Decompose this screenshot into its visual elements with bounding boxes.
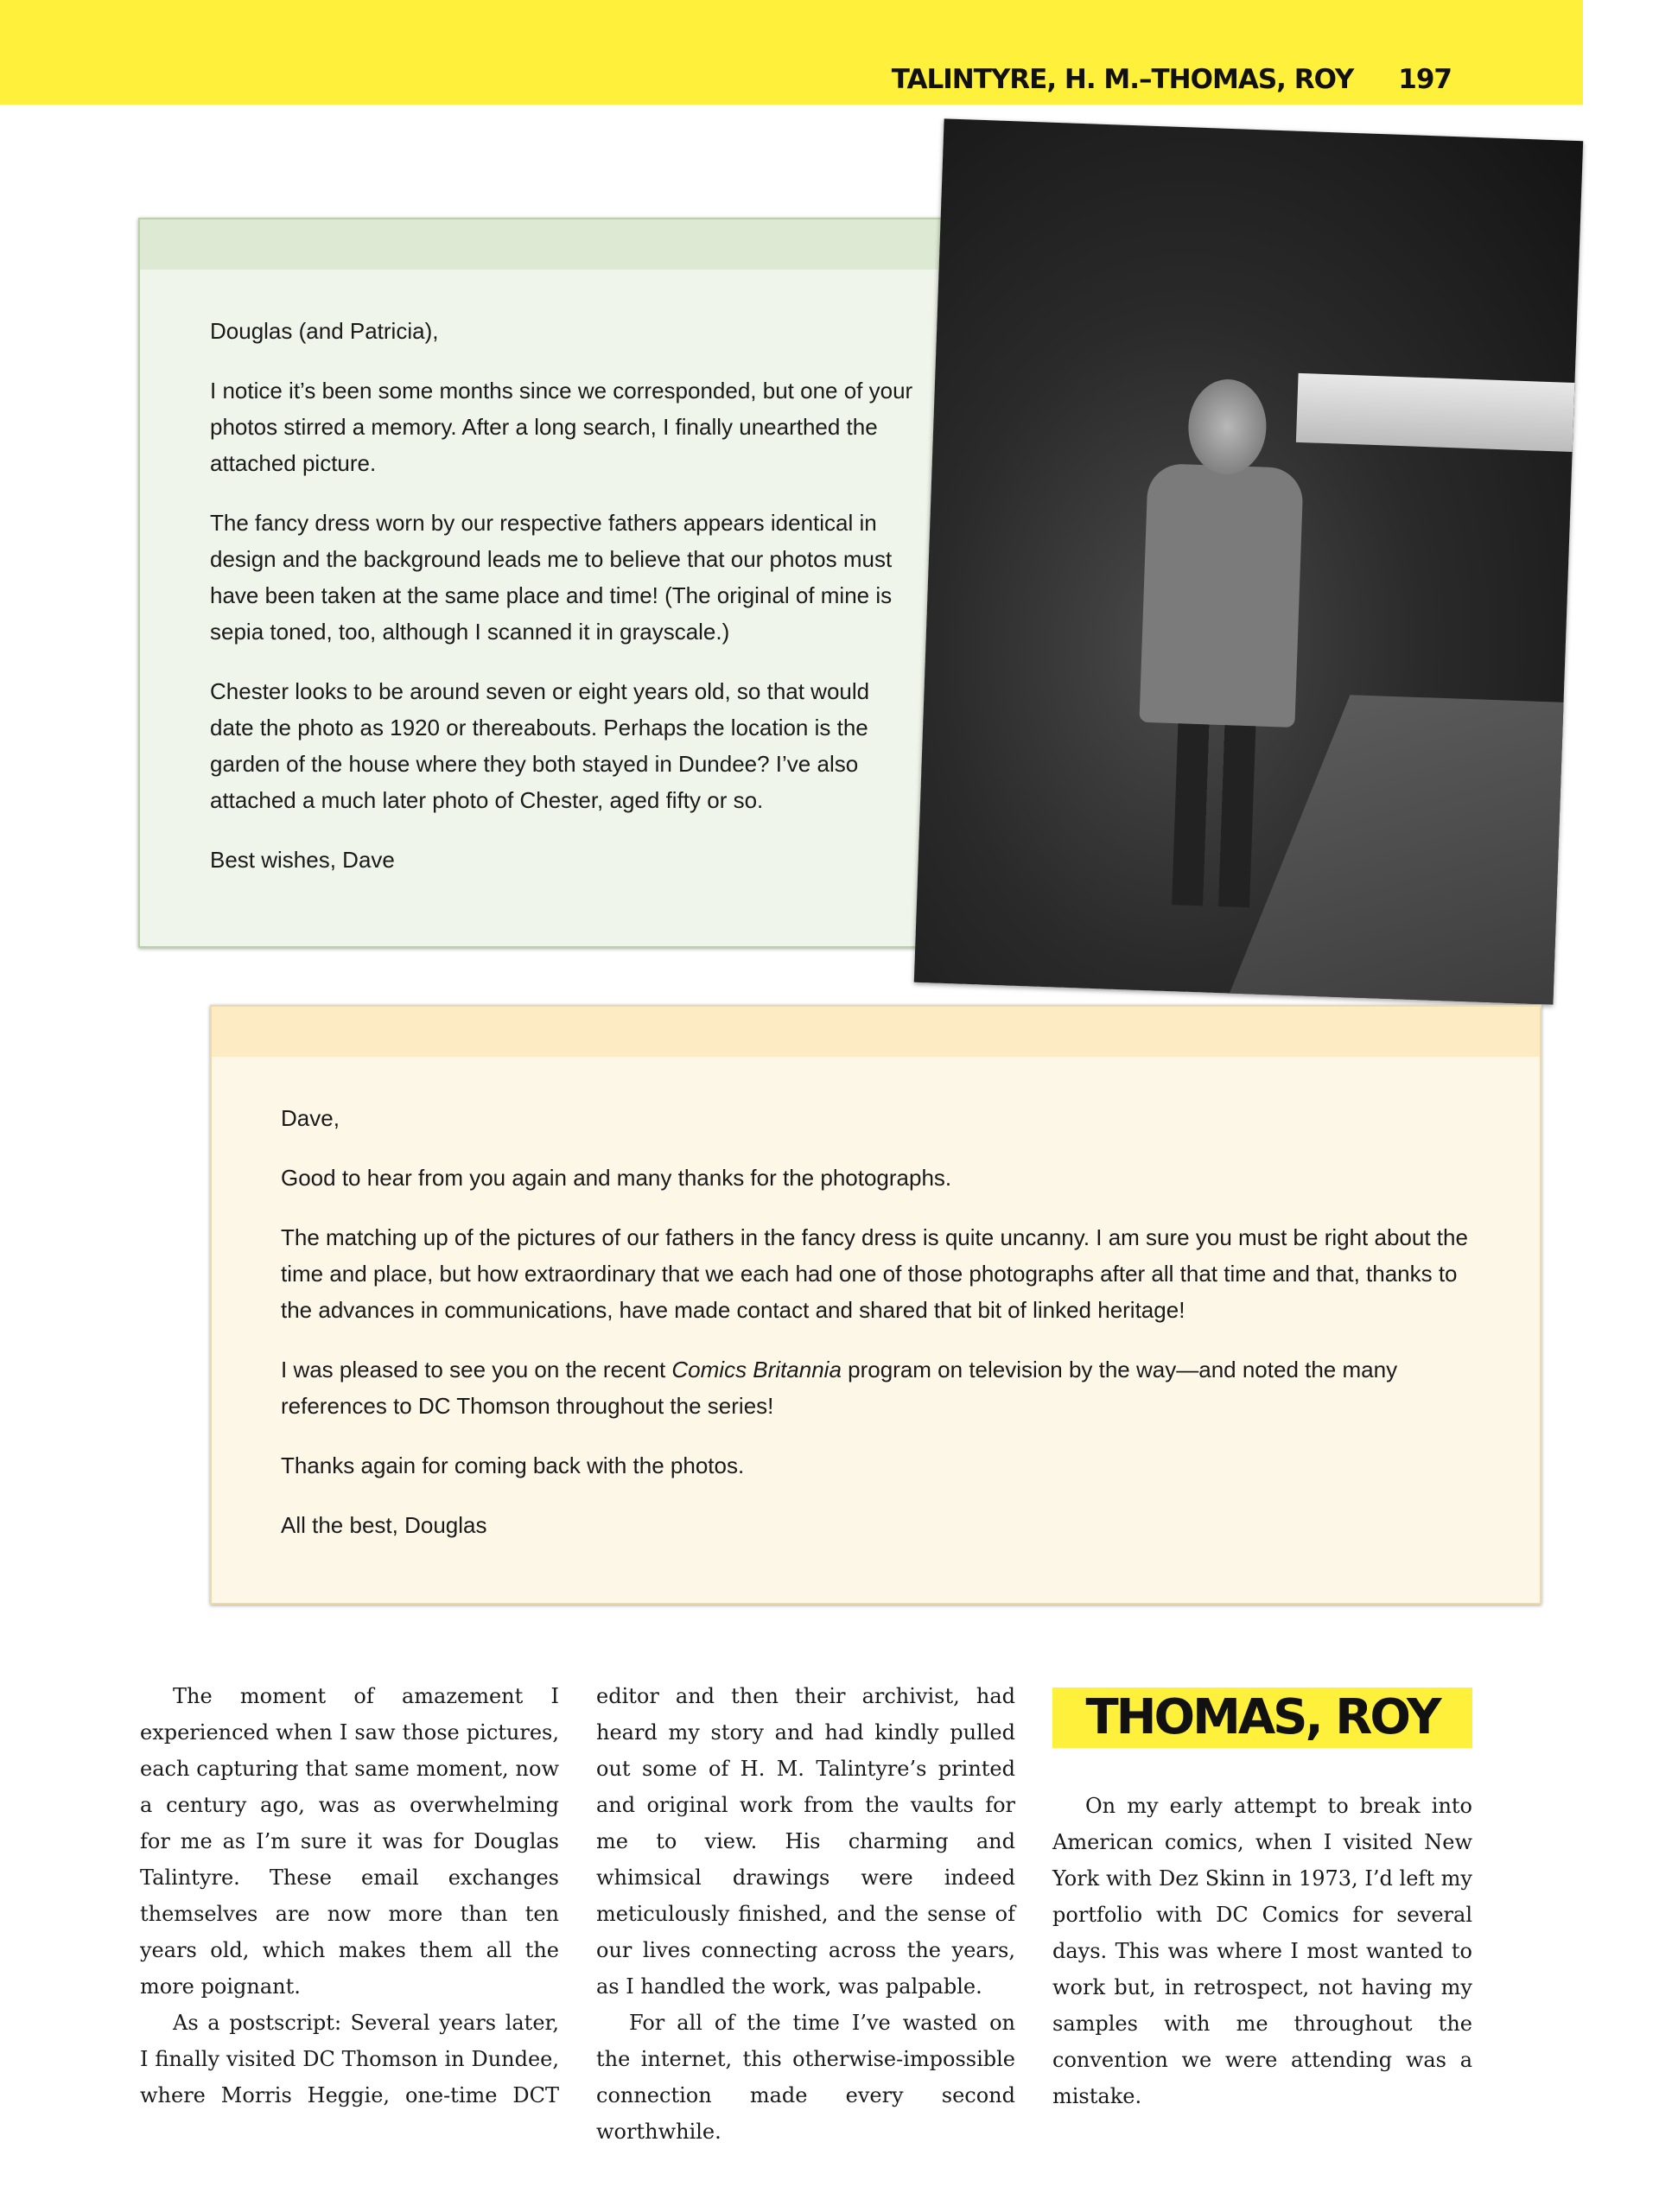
text: program on television by the way—and noted the many references to DC Thomson throughout the series! [281, 1357, 1398, 1419]
letter-paragraph [281, 1351, 1479, 1424]
email-letter-douglas [210, 1005, 1541, 1605]
photo-fence [1296, 373, 1575, 452]
body-column-2 [596, 1678, 1015, 2150]
letter-paragraph: I notice it’s been some months since we corresponded, but one of your photos stirred a memory. After a long search, I finally unearthed the attached picture. [210, 378, 913, 476]
body-paragraph: The moment of amazement I experienced when I saw those pictures, each capturing that same moment, now a century ago, was as overwhelming for me as I’m sure it was for Douglas Talintyre. These email exchanges themselves are now more than ten years old, which makes them all the more poignant. [140, 1684, 559, 1999]
body-paragraph: As a postscript: Several years later, I finally visited DC Thomson in Dundee, where Morris Heggie, one-time DCT [140, 2011, 559, 2107]
text: I was pleased to see you on the recent [281, 1357, 672, 1382]
email-letter-dave [138, 218, 950, 948]
letter-paragraph: Dave, [281, 1105, 340, 1131]
letter-paragraph: All the best, Douglas [281, 1512, 487, 1538]
body-column-1 [140, 1678, 559, 2113]
running-title: TALINTYRE, H. M.–THOMAS, ROY [891, 64, 1354, 95]
photo-child-figure [1124, 377, 1316, 918]
body-column-3 [1052, 1788, 1472, 2114]
body-paragraph: editor and then their archivist, had heard my story and had kindly pulled out some of H. M. Talintyre’s printed and original work from the vaults for me to view. His charming and whimsical drawings were indeed meticulously finished, and the sense of our lives connecting across the years, as I handled the work, was palpable. [596, 1684, 1015, 1999]
body-paragraph: For all of the time I’ve wasted on the internet, this otherwise-impossible connection made every second worthwhile. [596, 2011, 1015, 2144]
body-paragraph: On my early attempt to break into American comics, when I visited New York with Dez Skinn in 1973, I’d left my portfolio with DC Comics for several days. This was where I most wanted to work but, in retrospect, not having my samples with me throughout the convention we were attending was a mistake. [1052, 1794, 1472, 2108]
letter-header-strip [140, 219, 949, 270]
header-band [0, 0, 1583, 105]
page-number: 197 [1398, 64, 1452, 95]
letter-paragraph: Best wishes, Dave [210, 847, 395, 873]
program-title: Comics Britannia [671, 1357, 842, 1382]
vintage-photo-boy-in-fancy-dress [914, 118, 1583, 1004]
letter-paragraph: The fancy dress worn by our respective fathers appears identical in design and the background leads me to believe that our photos must have been taken at the same place and time! (The original of mine is sepia toned, too, although I scanned it in grayscale.) [210, 510, 893, 645]
letter-header-strip [212, 1007, 1540, 1057]
section-heading: THOMAS, ROY [1052, 1688, 1472, 1748]
letter-paragraph: Chester looks to be around seven or eight years old, so that would date the photo as 1920 or thereabouts. Perhaps the location is the garden of the house where they both stayed in Dundee? I’ve also attached a much later photo of Chester, aged fifty or so. [210, 678, 870, 813]
letter-paragraph: Douglas (and Patricia), [210, 318, 439, 344]
letter-paragraph: Good to hear from you again and many thanks for the photographs. [281, 1165, 952, 1191]
running-header [892, 64, 1452, 95]
letter-paragraph: Thanks again for coming back with the photos. [281, 1452, 745, 1478]
letter-paragraph: The matching up of the pictures of our fathers in the fancy dress is quite uncanny. I am sure you must be right about the time and place, but how extraordinary that we each had one of those photographs after all that time and that, thanks to the advances in communications, have made contact and shared that bit of linked heritage! [281, 1224, 1468, 1323]
